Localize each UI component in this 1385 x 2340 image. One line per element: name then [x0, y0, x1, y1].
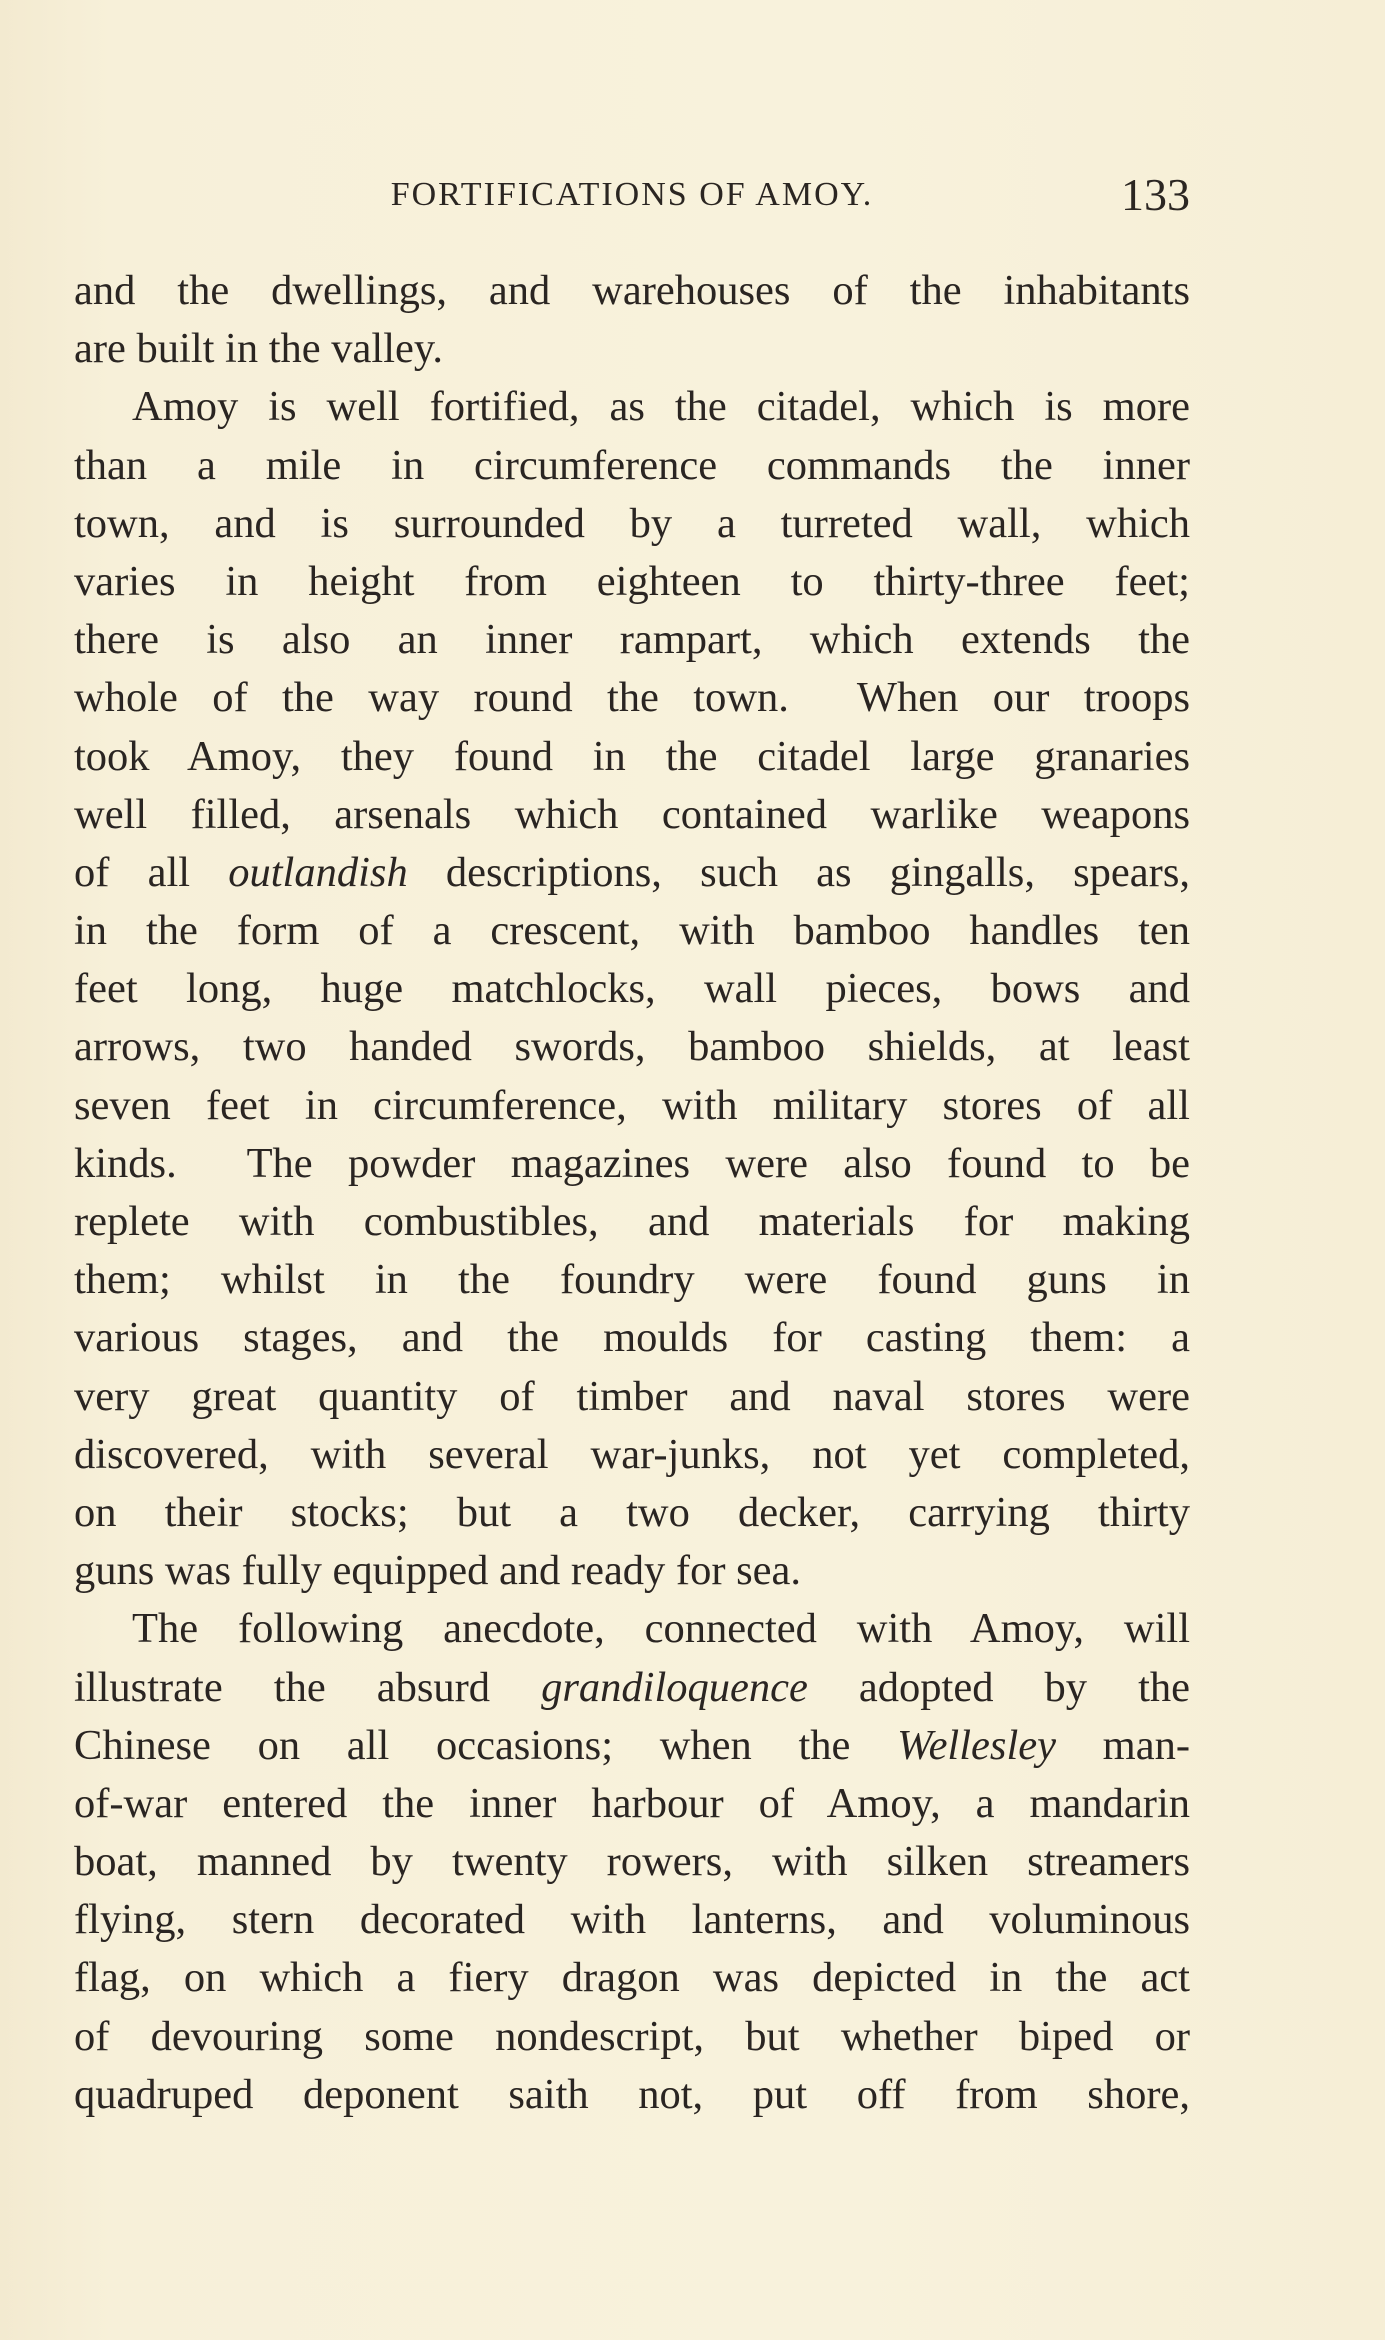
text-line	[74, 1018, 1190, 1076]
italic-phrase: grandiloquence	[541, 1663, 808, 1711]
text-segment: flag, on which a fiery dragon was depicted in the act	[74, 1954, 1190, 2002]
text-line	[74, 1309, 1190, 1367]
text-segment: Amoy is well fortified, as the citadel, which is more	[132, 383, 1190, 431]
text-segment: very great quantity of timber and naval stores were	[74, 1372, 1190, 1420]
text-line	[74, 669, 1190, 727]
text-segment: The following anecdote, connected with Amoy, will	[132, 1605, 1190, 1653]
running-title: FORTIFICATIONS OF AMOY.	[390, 176, 874, 213]
text-segment: arrows, two handed swords, bamboo shields, at least	[74, 1023, 1190, 1071]
text-line	[74, 437, 1190, 495]
text-segment: adopted by the	[807, 1663, 1190, 1711]
text-segment: feet long, huge matchlocks, wall pieces, bows and	[74, 965, 1190, 1013]
text-line	[74, 1775, 1190, 1833]
text-line	[74, 844, 1190, 902]
running-head	[74, 168, 1190, 228]
text-line	[74, 1135, 1190, 1193]
text-segment: there is also an inner rampart, which extends the	[74, 616, 1190, 664]
text-segment: took Amoy, they found in the citadel large granaries	[74, 732, 1190, 780]
text-segment: town, and is surrounded by a turreted wall, which	[74, 499, 1190, 547]
text-segment: guns was fully equipped and ready for sea.	[74, 1547, 802, 1595]
text-line	[74, 611, 1190, 669]
italic-phrase: outlandish	[228, 848, 408, 896]
text-line	[74, 378, 1190, 436]
text-segment: are built in the valley.	[74, 325, 443, 373]
text-line	[74, 2066, 1190, 2124]
text-segment: them; whilst in the foundry were found guns in	[74, 1256, 1190, 1304]
text-segment: replete with combustibles, and materials for making	[74, 1198, 1190, 1245]
text-line	[74, 2008, 1190, 2066]
text-line	[74, 1659, 1190, 1717]
text-line	[74, 1368, 1190, 1426]
text-line	[74, 495, 1190, 553]
text-segment: of-war entered the inner harbour of Amoy, a mandarin	[74, 1779, 1190, 1827]
text-segment: in the form of a crescent, with bamboo handles ten	[74, 907, 1190, 955]
text-segment: quadruped deponent saith not, put off from shore,	[74, 2070, 1190, 2118]
text-segment: on their stocks; but a two decker, carrying thirty	[74, 1488, 1190, 1536]
text-segment: man-	[1055, 1721, 1190, 1769]
text-line	[74, 960, 1190, 1018]
text-line	[74, 320, 1190, 378]
text-segment: well filled, arsenals which contained warlike weapons	[74, 790, 1190, 838]
text-line	[74, 1484, 1190, 1542]
text-segment: of devouring some nondescript, but whether biped or	[74, 2012, 1190, 2060]
text-segment: and the dwellings, and warehouses of the inhabitants	[74, 267, 1190, 314]
text-segment: various stages, and the moulds for casting them: a	[74, 1314, 1190, 1362]
text-line	[74, 1717, 1190, 1775]
text-line	[74, 786, 1190, 844]
text-segment: kinds. The powder magazines were also found to be	[74, 1139, 1190, 1187]
text-line	[74, 902, 1190, 960]
text-line	[74, 1542, 1190, 1600]
text-segment: varies in height from eighteen to thirty-three feet;	[74, 557, 1190, 605]
text-segment: Chinese on all occasions; when the	[74, 1721, 898, 1769]
text-line	[74, 1833, 1190, 1891]
text-line	[74, 553, 1190, 611]
text-line	[74, 1600, 1190, 1658]
text-segment: descriptions, such as gingalls, spears,	[407, 848, 1190, 896]
text-segment: whole of the way round the town. When our troops	[74, 674, 1190, 722]
text-segment: seven feet in circumference, with military stores of all	[74, 1081, 1190, 1129]
text-line	[74, 1193, 1190, 1251]
text-line	[74, 262, 1190, 320]
text-segment: illustrate the absurd	[74, 1663, 542, 1711]
text-line	[74, 1426, 1190, 1484]
text-line	[74, 1949, 1190, 2007]
text-segment: flying, stern decorated with lanterns, and voluminous	[74, 1896, 1190, 1944]
text-line	[74, 1251, 1190, 1309]
text-segment: boat, manned by twenty rowers, with silken streamers	[74, 1838, 1190, 1886]
text-line	[74, 1077, 1190, 1135]
text-segment: discovered, with several war-junks, not yet completed,	[74, 1430, 1190, 1478]
text-segment: of all	[74, 848, 229, 896]
page-number: 133	[1121, 169, 1190, 220]
text-line	[74, 1891, 1190, 1949]
italic-phrase: Wellesley	[897, 1721, 1056, 1769]
text-segment: than a mile in circumference commands the inner	[74, 441, 1190, 489]
body-text	[74, 262, 1190, 2124]
text-line	[74, 728, 1190, 786]
